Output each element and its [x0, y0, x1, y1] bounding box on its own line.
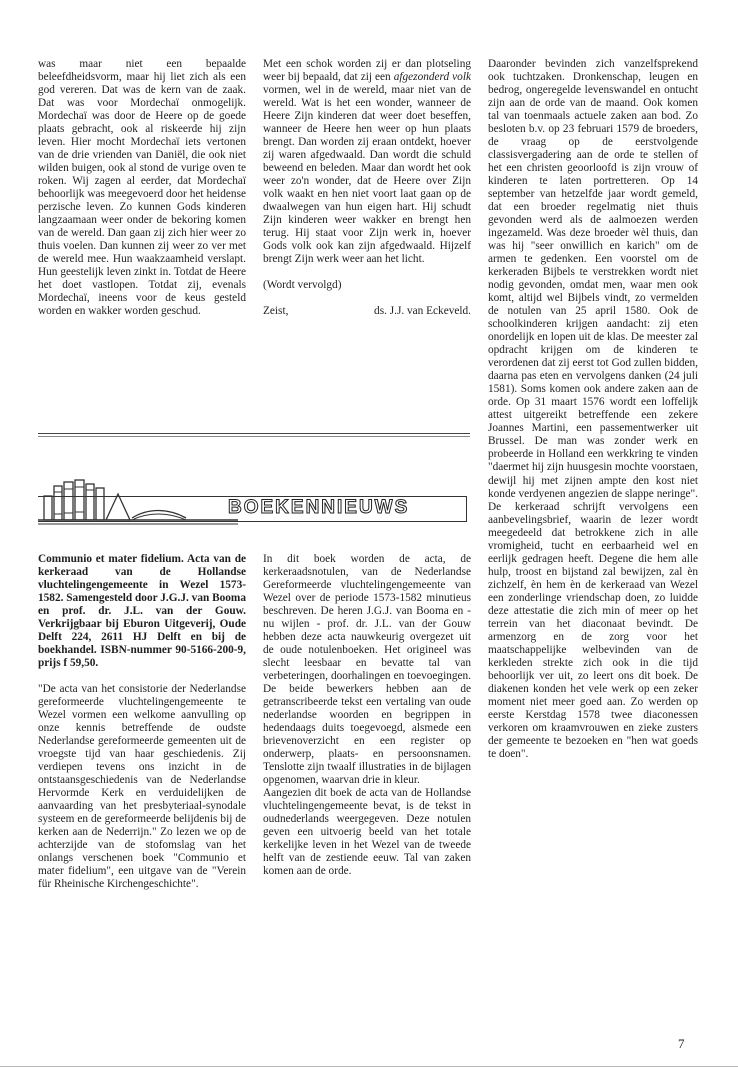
page-edge: [0, 1066, 738, 1067]
review-column-1: [38, 553, 246, 891]
article-column-1: [38, 58, 246, 318]
article-end-rule-2: [38, 436, 470, 437]
signature-place: Zeist,: [263, 305, 289, 318]
italic-phrase: afgezonderd volk: [393, 71, 471, 84]
review-paragraph: "De acta van het consistorie der Nederlandse gereformeerde vluchtelingengemeente te Wezel vormen een welkome aanvulling op onze kennis betreffende de oudste Nederlandse gereformeerde gemeenten uit de vroegste tijd van haar geschiedenis. Zij verdiepen tevens ons inzicht in de ontstaansgeschiedenis van de Nederlandse Hervormde Kerk en verduidelijken de aanvaarding van het presbyteriaal-synodale systeem en de gereformeerde belijdenis bij de kerken aan de Nederrijn." Zo lezen we op de achterzijde van de stofomslag van het onlangs verschenen boek "Communio et mater fidelium", een uitgave van de "Verein für Rheinische Kirchengeschichte".: [38, 683, 246, 891]
continued-note: (Wordt vervolgd): [263, 279, 342, 292]
review-column-2: [263, 553, 471, 878]
signature-line: [263, 305, 471, 318]
review-paragraph: In dit boek worden de acta, de kerkeraadsnotulen, van de Nederlandse Gereformeerde vluchtelingengemeente van Wezel over de periode 1573-1582 minutieus beschreven. De heren J.G.J. van Booma en - nu wijlen - prof. dr. J.L. van der Gouw hebben deze acta nauwkeurig overgezet uit de oude notulenboeken. Het origineel was slecht leesbaar en bevatte tal van verbeteringen, doorhalingen en toevoegingen. De beide bewerkers hebben aan de getranscribeerde tekst een vertaling van oude nederlandse woorden en begrippen in hedendaags duits toegevoegd, alsmede een brievenoverzicht en een register op onderwerp, plaats- en persoonsnamen. Tenslotte zijn twaalf illustraties in de bijlagen opgenomen, waarvan drie in kleur.: [263, 553, 471, 787]
article-column-2: [263, 58, 471, 318]
book-details: Communio et mater fidelium. Acta van de kerkeraad van de Hollandse vluchtelingengemeente in Wezel 1573-1582. Samengesteld door J.G.J. van Booma en prof. dr. J.L. van der Gouw. Verkrijgbaar bij Eburon Uitgeverij, Oude Delft 224, 2611 HJ Delft en bij de boekhandel. ISBN-nummer 90-5166-200-9, prijs f 59,50.: [38, 553, 246, 670]
review-paragraph: Aangezien dit boek de acta van de Hollandse vluchtelingengemeente bevat, is de tekst in oudnederlands weergegeven. Deze notulen geven een uitvoerig beeld van het totale kerkelijke leven in het Wezel van de tweede helft van de zestiende eeuw. Tal van zaken komen aan de orde.: [263, 787, 471, 878]
article-paragraph: Met een schok worden zij er dan plotseling weer bij bepaald, dat zij een afgezonderd volk vormen, wel in de wereld, maar niet van de wereld. Wat is het een wonder, wanneer de Heere Zijn kinderen dat weer doet beseffen, wanneer de Heere hen weer op hun plaats brengt. Dan worden zij eraan ontdekt, hoever zij waren afgedwaald. Dan wordt die schuld beweend en beleden. Maar dan wordt het ook weer zo'n wonder, dat de Heere over Zijn volk waakt en hen niet voort laat gaan op de dwaalwegen van hun eigen hart. Hij schudt Zijn kinderen weer wakker en brengt hen terug. Hij staat voor Zijn werk in, hoever Gods volk ook kan zijn afgedwaald. Hijzelf brengt Zijn werk weer aan het licht.: [263, 58, 471, 266]
section-title: BOEKENNIEUWS: [228, 497, 410, 518]
article-paragraph: was maar niet een bepaalde beleefdheidsvorm, maar hij liet zich als een god vereren. Dat was de kern van de zaak. Dat was voor Mordechaï onmogelijk. Mordechaï was door de Heere op de goede plaats gebracht, ook al riskeerde hij zijn leven. Hier mocht Mordechaï iets vertonen van de drie vrienden van Daniël, die ook niet wilden buigen, ook al stond de vurige oven te roken. Wij zagen al eerder, dat Mordechaï behoorlijk was meegevoerd door het heidense perzische leven. Zo kunnen Gods kinderen langzaamaan weer onder de bekoring komen van de wereld. Dan gaan zij zich hier weer zo thuis voelen. Dan kunnen zij weer zo ver met de wereld mee. Hun waakzaamheid verslapt. Hun geestelijk leven zinkt in. Totdat de Heere het doet vastlopen. Totdat zij, evenals Mordechaï, ineens voor de keus gesteld worden en wakker worden geschud.: [38, 58, 246, 318]
article-end-rule: [38, 433, 470, 434]
page-number: 7: [678, 1036, 685, 1051]
review-column-3: [488, 58, 698, 761]
signature-author: ds. J.J. van Eckeveld.: [374, 305, 471, 318]
section-banner: [38, 470, 468, 528]
review-paragraph: Daaronder bevinden zich vanzelfsprekend ook tuchtzaken. Dronkenschap, leugen en bedrog, ongeregelde levenswandel en ontucht zijn aan de orde van de maand. Ook komen tal van toenmaals actuele zaken aan bod. Zo besloten b.v. op 23 februari 1579 de broeders, de vraag op de eerstvolgende classisvergadering aan de orde te stellen of het een christen geoorloofd is zijn vrouw of kinderen te laten portretteren. Op 14 september van hetzelfde jaar wordt gemeld, dat een broeder regelmatig niet thuis gevonden werd als de aalmoezen werden ingezameld. Was deze broeder wèl thuis, dan was hij "seer onwillich en karich" om de armen te gedenken. Een voorstel om de kerkeraden Bijbels te verstrekken wordt niet nodig gevonden, omdat men, waar men ook komt, altijd wel Bijbels vindt, zo vermelden de notulen van 25 april 1580. Ook de schoolkinderen krijgen aandacht: zij eten onordelijk en lopen uit de klas. De meester zal opdracht krijgen om de kinderen te verordenen dat zij eerst tot God zullen bidden, daarna pas eten en vervolgens danken (24 juli 1581). Soms komen ook andere zaken aan de orde. Op 31 maart 1576 wordt een loffelijk attest uitgereikt betreffende een zekere Joannes Martini, een passementwerker uit Brussel. De man was zonder werk en probeerde in Holland een werkkring te vinden "daermet hij zijn huusgesin mochte voorstaen, dewijl hij met zijnen ampte den kost niet konde verdyenen angezien de slappe neringe". De kerkeraad schrijft vervolgens een aanbevelingsbrief, waarin de lezer wordt meegedeeld dat betrokkene zich in alle vromigheid, tucht en eerbaarheid wel en eerlijk gedragen heeft. Degene die hem alle hulp, troost en bijstand zal bewijzen, zal èn zichzelf, èn hem èn de kerkeraad van Wezel een zonderlinge vriendschap doen, zo luidde deze attestatie die zich min of meer op het terrein van het diaconaat bevindt. De armenzorg en de zorg voor het maatschappelijke welbevinden van de kerkleden strekte zich ook in die tijd behoorlijk ver uit, zo leert ons dit boek. De diakenen konden het vele werk op een zeker moment niet meer goed aan. Zo werden op eerste Kerstdag 1578 twee diaconessen verkoren om kraamvrouwen en zieke zusters der gemeente te bezoeken en "hen wat goeds te doen".: [488, 58, 698, 760]
